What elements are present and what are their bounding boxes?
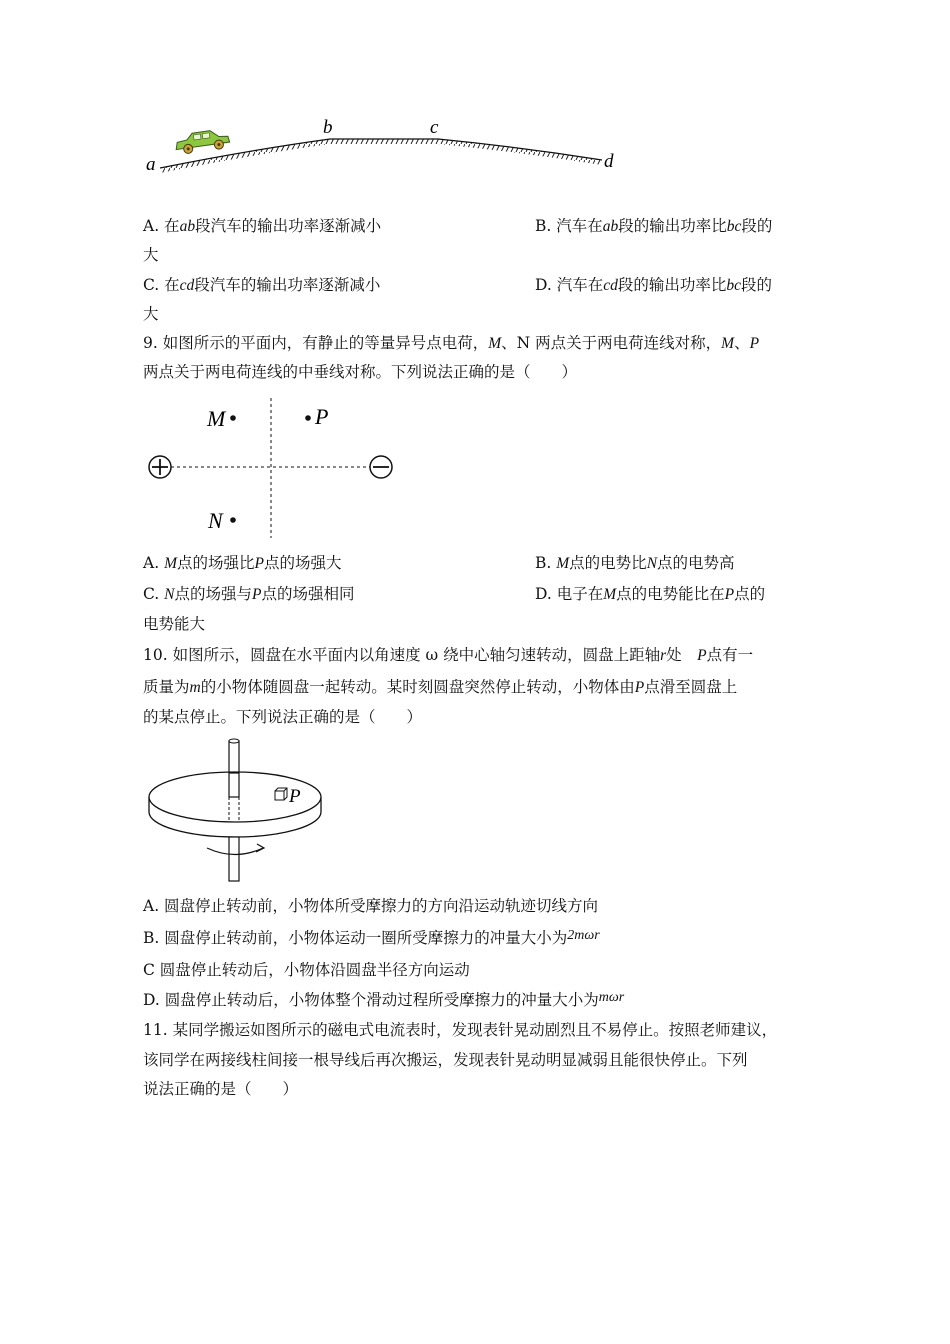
q9-option-a: A. M点的场强比P点的场强大	[143, 554, 342, 572]
q11-stem-line1: 11. 某同学搬运如图所示的磁电式电流表时，发现表针晃动剧烈且不易停止。按照老师建议，	[143, 1021, 778, 1039]
q10-option-c: C 圆盘停止转动后，小物体沿圆盘半径方向运动	[143, 961, 470, 979]
label-N: N	[208, 508, 223, 533]
label-a: a	[146, 154, 156, 175]
car-icon	[174, 128, 230, 155]
formula-2mwr: 2mωr	[567, 928, 600, 943]
label-P-disk: P	[289, 786, 301, 807]
q9-option-b: B. M点的电势比N点的电势高	[535, 554, 735, 572]
q9-option-d-cont: 电势能大	[143, 615, 206, 633]
q10-stem-line1: 10. 如图所示，圆盘在水平面内以角速度 ω 绕中心轴匀速转动，圆盘上距轴r处 P点有一	[143, 646, 754, 664]
label-M: M	[207, 406, 226, 431]
q8-option-a: A. 在ab段汽车的输出功率逐渐减小	[143, 217, 382, 235]
q9-stem-line2: 两点关于两电荷连线的中垂线对称。下列说法正确的是（ ）	[143, 363, 578, 381]
disk-figure	[145, 735, 335, 885]
formula-mwr: mωr	[598, 990, 625, 1005]
q9-option-d: D. 电子在M点的电势能比在P点的	[535, 585, 766, 603]
q10-option-b: B. 圆盘停止转动前，小物体运动一圈所受摩擦力的冲量大小为2mωr	[143, 928, 600, 947]
q10-option-d: D. 圆盘停止转动后，小物体整个滑动过程所受摩擦力的冲量大小为mωr	[143, 990, 625, 1009]
q9-stem-line1: 9. 如图所示的平面内，有静止的等量异号点电荷，M、N 两点关于两电荷连线对称，M、P	[143, 334, 760, 352]
q8-option-c: C. 在cd段汽车的输出功率逐渐减小	[143, 276, 381, 294]
charges-figure	[140, 392, 410, 542]
label-c: c	[430, 117, 439, 138]
minus-charge-icon	[370, 456, 392, 478]
q8-option-d: D. 汽车在cd段的输出功率比bc段的	[535, 276, 773, 294]
q11-stem-line3: 说法正确的是（ ）	[143, 1080, 299, 1098]
q10-stem-line3: 的某点停止。下列说法正确的是（ ）	[143, 708, 423, 726]
q8-option-b: B. 汽车在ab段的输出功率比bc段的	[535, 217, 773, 235]
q10-option-a: A. 圆盘停止转动前，小物体所受摩擦力的方向沿运动轨迹切线方向	[143, 897, 599, 915]
q9-option-c: C. N点的场强与P点的场强相同	[143, 585, 355, 603]
label-P: P	[315, 404, 329, 429]
q8-option-b-cont: 大	[143, 246, 159, 264]
label-b: b	[323, 117, 333, 138]
q8-option-d-cont: 大	[143, 305, 159, 323]
q10-stem-line2: 质量为m的小物体随圆盘一起转动。某时刻圆盘突然停止转动，小物体由P点滑至圆盘上	[143, 678, 738, 696]
plus-charge-icon	[149, 456, 171, 478]
label-d: d	[604, 151, 614, 172]
road-figure	[140, 112, 630, 192]
q11-stem-line2: 该同学在两接线柱间接一根导线后再次搬运，发现表针晃动明显减弱且能很快停止。下列	[143, 1051, 748, 1069]
